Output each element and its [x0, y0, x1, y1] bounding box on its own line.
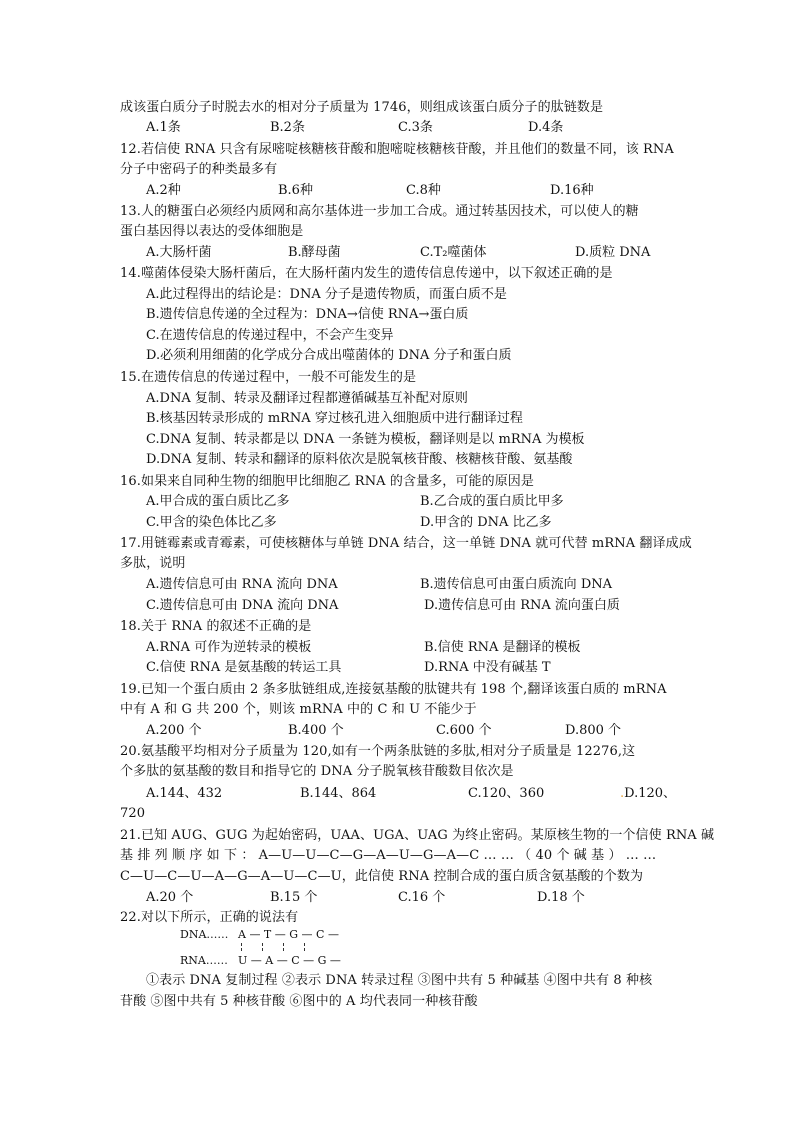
- q12-stem-line-1: 12.若信使 RNA 只含有尿嘧啶核糖核苷酸和胞嘧啶核糖核苷酸，并且他们的数量不同，该 RNA: [120, 142, 674, 157]
- q17-stem-line-2: 多肽，说明: [120, 556, 186, 571]
- q20-option-c: C.120、360: [468, 786, 545, 801]
- q11-option-d: D.4条: [528, 120, 564, 135]
- q21-option-c: C.16 个: [398, 890, 446, 905]
- q17-option-b: B.遗传信息可由蛋白质流向 DNA: [420, 577, 613, 592]
- dna-rna-pairing-diagram: [180, 928, 350, 972]
- rna-strand-sequence: U — A — C — G —: [238, 954, 341, 967]
- q14-option-b: B.遗传信息传递的全过程为：DNA→信使 RNA→蛋白质: [146, 307, 469, 322]
- q21-stem-line-2: 基 排 列 顺 序 如 下 ： A—U—U—C—G—A—U—G—A—C … … （ 40 个 碱 基 ） … …: [120, 848, 657, 863]
- q20-option-d-wrap: 720: [120, 806, 146, 821]
- q22-statements-line-2: 苷酸 ⑤图中共有 5 种核苷酸 ⑥图中的 A 均代表同一种核苷酸: [120, 994, 478, 1009]
- q20-option-a: A.144、432: [146, 786, 223, 801]
- pair-line-1: [241, 943, 242, 951]
- q13-option-d: D.质粒 DNA: [575, 245, 651, 260]
- pair-line-2: [262, 943, 263, 951]
- q16-option-d: D.甲含的 DNA 比乙多: [420, 515, 552, 530]
- q19-stem-line-2: 中有 A 和 G 共 200 个，则该 mRNA 中的 C 和 U 不能少于: [120, 702, 477, 717]
- q13-stem-line-1: 13.人的糖蛋白必须经内质网和高尔基体进一步加工合成。通过转基因技术，可以使人的糖: [120, 204, 639, 219]
- q18-option-c: C.信使 RNA 是氨基酸的转运工具: [146, 660, 342, 675]
- q15-option-d: D.DNA 复制、转录和翻译的原料依次是脱氧核苷酸、核糖核苷酸、氨基酸: [146, 452, 573, 467]
- q18-option-b: B.信使 RNA 是翻译的模板: [424, 640, 581, 655]
- q16-option-a: A.甲合成的蛋白质比乙多: [146, 494, 290, 509]
- q14-option-c: C.在遗传信息的传递过程中，不会产生变异: [146, 328, 394, 343]
- q20-stem-line-1: 20.氨基酸平均相对分子质量为 120,如有一个两条肽链的多肽,相对分子质量是 12276,这: [120, 744, 636, 759]
- q13-option-b: B.酵母菌: [288, 245, 341, 260]
- q20-option-d: [620, 786, 676, 802]
- q19-option-d: D.800 个: [565, 723, 622, 738]
- q12-stem-line-2: 分子中密码子的种类最多有: [120, 162, 278, 177]
- q12-option-b: B.6种: [278, 183, 313, 198]
- dna-strand-label: DNA……: [180, 928, 229, 941]
- q11-option-b: B.2条: [270, 120, 305, 135]
- q12-option-a: A.2种: [146, 183, 181, 198]
- q20-option-b: B.144、864: [300, 786, 377, 801]
- q22-statements-line-1: ①表示 DNA 复制过程 ②表示 DNA 转录过程 ③图中共有 5 种碱基 ④图中共有 8 种核: [146, 973, 653, 988]
- q21-option-d: D.18 个: [537, 890, 585, 905]
- q17-option-c: C.遗传信息可由 DNA 流向 DNA: [146, 598, 339, 613]
- q11-option-a: A.1条: [146, 120, 181, 135]
- q15-stem-line: 15.在遗传信息的传递过程中，一般不可能发生的是: [120, 370, 417, 385]
- q21-option-a: A.20 个: [146, 890, 194, 905]
- q21-option-b: B.15 个: [270, 890, 318, 905]
- q17-option-a: A.遗传信息可由 RNA 流向 DNA: [146, 577, 338, 592]
- q14-stem-line: 14.噬菌体侵染大肠杆菌后，在大肠杆菌内发生的遗传信息传递中，以下叙述正确的是: [120, 266, 613, 281]
- q18-option-d: D.RNA 中没有碱基 T: [424, 660, 551, 675]
- q16-option-b: B.乙合成的蛋白质比甲多: [420, 494, 564, 509]
- q15-option-a: A.DNA 复制、转录及翻译过程都遵循碱基互补配对原则: [146, 391, 468, 406]
- q20-stem-line-2: 个多肽的氨基酸的数目和指导它的 DNA 分子脱氧核苷酸数目依次是: [120, 764, 514, 779]
- q22-stem-line: 22.对以下所示，正确的说法有: [120, 910, 299, 925]
- q11-stem-line: 成该蛋白质分子时脱去水的相对分子质量为 1746，则组成该蛋白质分子的肽链数是: [120, 100, 604, 115]
- q19-option-b: B.400 个: [288, 723, 344, 738]
- q11-option-c: C.3条: [398, 120, 433, 135]
- dna-strand-sequence: A — T — G — C —: [238, 928, 339, 941]
- pair-line-4: [304, 943, 305, 951]
- q14-option-a: A.此过程得出的结论是：DNA 分子是遗传物质，而蛋白质不是: [146, 287, 507, 302]
- q21-stem-line-3: C—U—C—U—A—G—A—U—C—U，此信使 RNA 控制合成的蛋白质含氨基酸的个数为: [120, 869, 644, 884]
- q20-option-d-text: D.120、: [624, 786, 677, 801]
- q18-option-a: A.RNA 可作为逆转录的模板: [146, 640, 312, 655]
- q12-option-c: C.8种: [406, 183, 441, 198]
- q20-highlight-dot: .: [620, 786, 625, 801]
- q21-stem-line-1: 21.已知 AUG、GUG 为起始密码，UAA、UGA、UAG 为终止密码。某原核生物的一个信使 RNA 碱: [120, 828, 715, 843]
- q17-option-d: D.遗传信息可由 RNA 流向蛋白质: [424, 598, 620, 613]
- rna-strand-label: RNA……: [180, 954, 228, 967]
- q17-stem-line-1: 17.用链霉素或青霉素，可使核糖体与单链 DNA 结合，这一单链 DNA 就可代替 mRNA 翻译成成: [120, 536, 692, 551]
- q19-option-c: C.600 个: [436, 723, 492, 738]
- q13-stem-line-2: 蛋白基因得以表达的受体细胞是: [120, 224, 304, 239]
- q18-stem-line: 18.关于 RNA 的叙述不正确的是: [120, 619, 312, 634]
- q15-option-c: C.DNA 复制、转录都是以 DNA 一条链为模板，翻译则是以 mRNA 为模板: [146, 432, 585, 447]
- q19-option-a: A.200 个: [146, 723, 202, 738]
- q16-stem-line: 16.如果来自同种生物的细胞甲比细胞乙 RNA 的含量多，可能的原因是: [120, 474, 534, 489]
- q16-option-c: C.甲含的染色体比乙多: [146, 515, 277, 530]
- q12-option-d: D.16种: [550, 183, 594, 198]
- q14-option-d: D.必须利用细菌的化学成分合成出噬菌体的 DNA 分子和蛋白质: [146, 348, 512, 363]
- q13-option-c: C.T₂噬菌体: [420, 245, 487, 260]
- q19-stem-line-1: 19.已知一个蛋白质由 2 条多肽链组成,连接氨基酸的肽键共有 198 个,翻译该蛋白质的 mRNA: [120, 682, 667, 697]
- q13-option-a: A.大肠杆菌: [146, 245, 212, 260]
- pair-line-3: [283, 943, 284, 951]
- q15-option-b: B.核基因转录形成的 mRNA 穿过核孔进入细胞质中进行翻译过程: [146, 411, 523, 426]
